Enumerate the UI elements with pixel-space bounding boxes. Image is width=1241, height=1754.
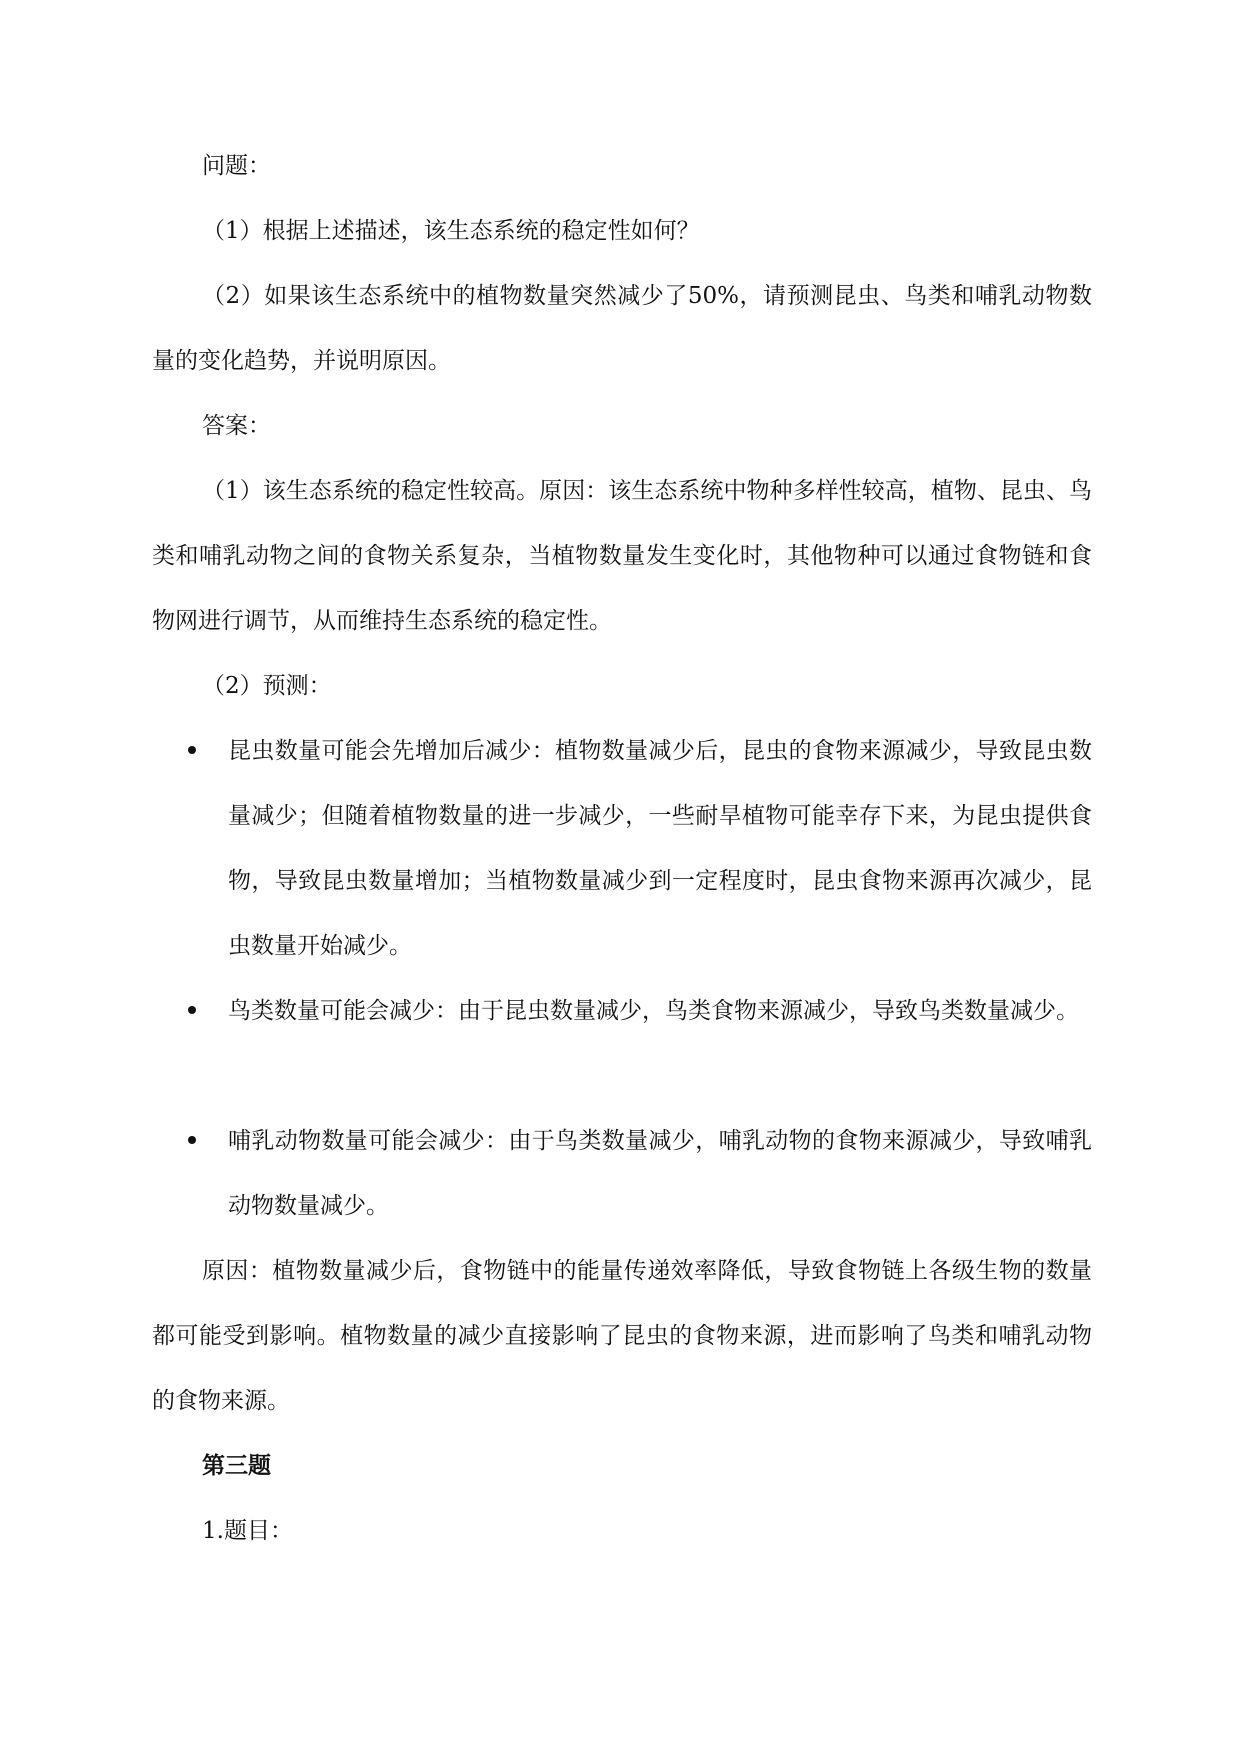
section-title: 第三题: [202, 1453, 271, 1479]
bullet-text: 昆虫数量可能会先增加后减少：植物数量减少后，昆虫的食物来源减少，导致昆虫数量减少；但随着植物数量的进一步减少，一些耐旱植物可能幸存下来，为昆虫提供食物，导致昆虫数量增加；当植物数量减少到一定程度时，昆虫食物来源再次减少，昆虫数量开始减少。: [228, 738, 1092, 959]
question-1: （1）根据上述描述，该生态系统的稳定性如何？: [202, 218, 700, 244]
bullet-dot-icon: [188, 1136, 196, 1144]
question-label: 问题：: [202, 153, 271, 179]
answer-2-label: （2）预测：: [202, 673, 332, 699]
question-2: （2）如果该生态系统中的植物数量突然减少了50%，请预测昆虫、鸟类和哺乳动物数量的变化趋势，并说明原因。: [152, 283, 1092, 374]
bullet-text: 哺乳动物数量可能会减少：由于鸟类数量减少，哺乳动物的食物来源减少，导致哺乳动物数量减少。: [228, 1128, 1092, 1219]
answer-label: 答案：: [202, 413, 271, 439]
item-title: 1.题目：: [202, 1518, 293, 1544]
bullet-dot-icon: [188, 746, 196, 754]
bullet-text: 鸟类数量可能会减少：由于昆虫数量减少，鸟类食物来源减少，导致鸟类数量减少。: [228, 998, 1079, 1024]
answer-1: （1）该生态系统的稳定性较高。原因：该生态系统中物种多样性较高，植物、昆虫、鸟类和哺乳动物之间的食物关系复杂，当植物数量发生变化时，其他物种可以通过食物链和食物网进行调节，从而维持生态系统的稳定性。: [152, 478, 1092, 634]
reason-paragraph: 原因：植物数量减少后，食物链中的能量传递效率降低，导致食物链上各级生物的数量都可能受到影响。植物数量的减少直接影响了昆虫的食物来源，进而影响了鸟类和哺乳动物的食物来源。: [152, 1258, 1092, 1414]
bullet-dot-icon: [188, 1006, 196, 1014]
